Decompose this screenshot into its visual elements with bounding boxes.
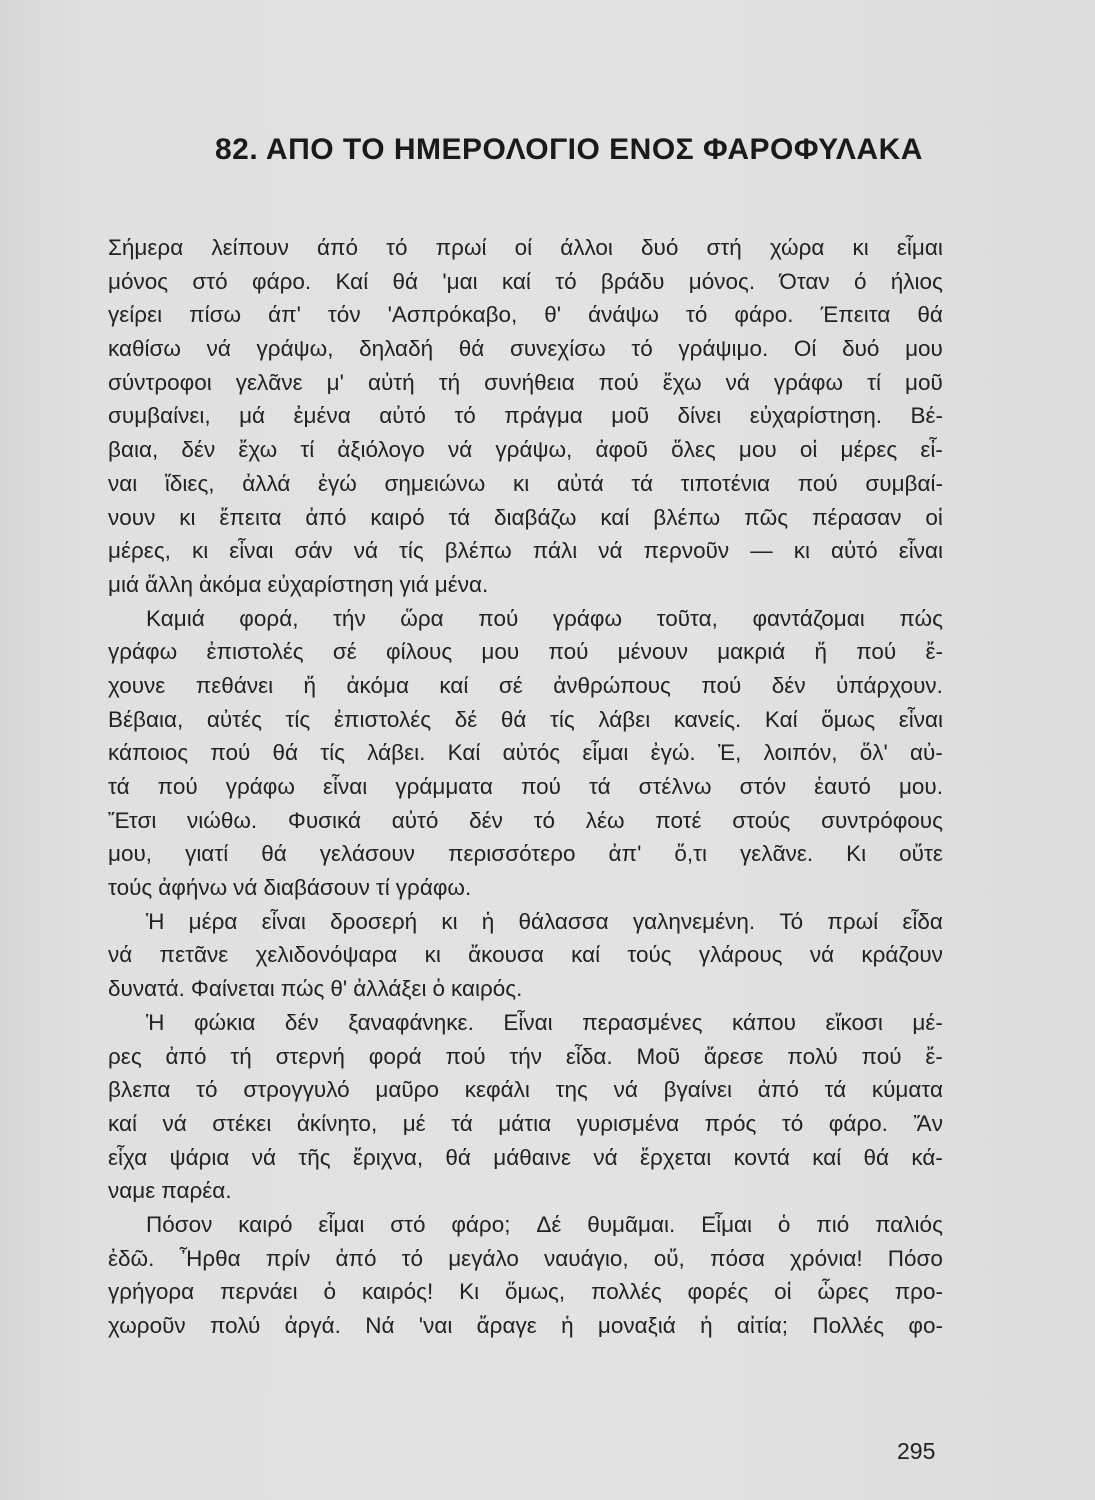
text-line: μιά ἄλλη ἀκόμα εὐχαρίστηση γιά μένα. [108,571,489,597]
text-line: γείρει πίσω άπ' τόν 'Ασπρόκαβο, θ' άνάψω τό φάρο. Έπειτα θά [108,302,943,328]
text-line: Σήμερα λείπουν άπό τό πρωί οί άλλοι δυό στή χώρα κι εἶμαι [108,235,943,260]
text-line: Ἔτσι νιώθω. Φυσικά αὐτό δέν τό λέω ποτέ στούς συντρόφους [108,807,943,833]
text-line: συμβαίνει, μά ἐμένα αὐτό τό πράγμα μοῦ δίνει εὐχαρίστηση. Βέ- [108,403,943,429]
text-line: μέρες, κι εἶναι σάν νά τίς βλέπω πάλι νά περνοῦν — κι αὐτό εἶναι [108,538,943,564]
text-line: νουν κι ἔπειτα ἀπό καιρό τά διαβάζω καί βλέπω πῶς πέρασαν οἱ [108,504,943,530]
text-line: μόνος στό φάρο. Καί θά 'μαι καί τό βράδυ μόνος. Όταν ό ήλιος [108,268,943,294]
text-line: βαια, δέν ἔχω τί ἀξιόλογο νά γράψω, ἀφοῦ ὅλες μου οἱ μέρες εἶ- [108,437,943,463]
text-line: μου, γιατί θά γελάσουν περισσότερο ἀπ' ὅ,τι γελᾶνε. Κι οὔτε [108,841,943,867]
text-line: ρες ἀπό τή στερνή φορά πού τήν εἶδα. Μοῦ ἄρεσε πολύ πού ἔ- [108,1043,943,1069]
text-line: γράφω ἐπιστολές σέ φίλους μου πού μένουν μακριά ἤ πού ἔ- [108,639,943,665]
text-line: ναι ἴδιες, ἀλλά ἐγώ σημειώνω κι αὐτά τά τιποτένια πού συμβαί- [108,470,943,496]
text-line: ἐδῶ. Ἦρθα πρίν ἀπό τό μεγάλο ναυάγιο, οὔ, πόσα χρόνια! Πόσο [108,1245,943,1271]
text-line: καθίσω νά γράψω, δηλαδή θά συνεχίσω τό γράψιμο. Οί δυό μου [108,336,943,362]
text-line: τούς ἀφήνω νά διαβάσουν τί γράφω. [108,875,472,901]
text-line: γρήγορα περνάει ὁ καιρός! Κι ὅμως, πολλές φορές οἱ ὧρες προ- [108,1279,943,1305]
text-line: βλεπα τό στρογγυλό μαῦρο κεφάλι της νά βγαίνει ἀπό τά κύματα [108,1077,943,1103]
text-line: Πόσον καιρό εἶμαι στό φάρο; Δέ θυμᾶμαι. Εἶμαι ὁ πιό παλιός [146,1211,943,1237]
text-line: χωροῦν πολύ ἀργά. Νά 'ναι ἄραγε ἡ μοναξιά ἡ αἰτία; Πολλές φο- [108,1313,943,1338]
text-line: καί νά στέκει ἀκίνητο, μέ τά μάτια γυρισμένα πρός τό φάρο. Ἄν [108,1110,943,1136]
text-line: κάποιος πού θά τίς λάβει. Καί αὐτός εἶμαι ἐγώ. Ἐ, λοιπόν, ὅλ' αὐ- [108,740,943,766]
text-line: Ἡ μέρα εἶναι δροσερή κι ἡ θάλασσα γαληνεμένη. Τό πρωί εἶδα [146,908,943,934]
text-line: Βέβαια, αὐτές τίς ἐπιστολές δέ θά τίς λάβει κανείς. Καί ὅμως εἶναι [108,706,943,732]
text-line: τά πού γράφω εἶναι γράμματα πού τά στέλνω στόν ἑαυτό μου. [108,774,943,799]
text-line: Ἡ φώκια δέν ξαναφάνηκε. Εἶναι περασμένες κάπου εἴκοσι μέ- [146,1009,943,1035]
text-line: Καμιά φορά, τήν ὥρα πού γράφω τοῦτα, φαντάζομαι πώς [146,605,943,631]
text-line: νά πετᾶνε χελιδονόψαρα κι ἄκουσα καί τούς γλάρους νά κράζουν [108,942,943,968]
text-line: χουνε πεθάνει ἤ ἀκόμα καί σέ ἀνθρώπους πού δέν ὑπάρχουν. [108,672,943,698]
text-line: εἶχα ψάρια νά τῆς ἔριχνα, θά μάθαινε νά ἔρχεται κοντά καί θά κά- [108,1144,943,1170]
text-line: ναμε παρέα. [108,1178,232,1204]
chapter-title: 82. ΑΠΟ ΤΟ ΗΜΕΡΟΛΟΓΙΟ ΕΝΟΣ ΦΑΡΟΦΥΛΑΚΑ [215,133,923,166]
body-text [108,231,943,1343]
text-line: δυνατά. Φαίνεται πώς θ' ἀλλάξει ὁ καιρός. [108,976,523,1002]
page-number: 295 [897,1438,936,1464]
text-line: σύντροφοι γελᾶνε μ' αὐτή τή συνήθεια πού ἔχω νά γράφω τί μοῦ [108,369,943,395]
